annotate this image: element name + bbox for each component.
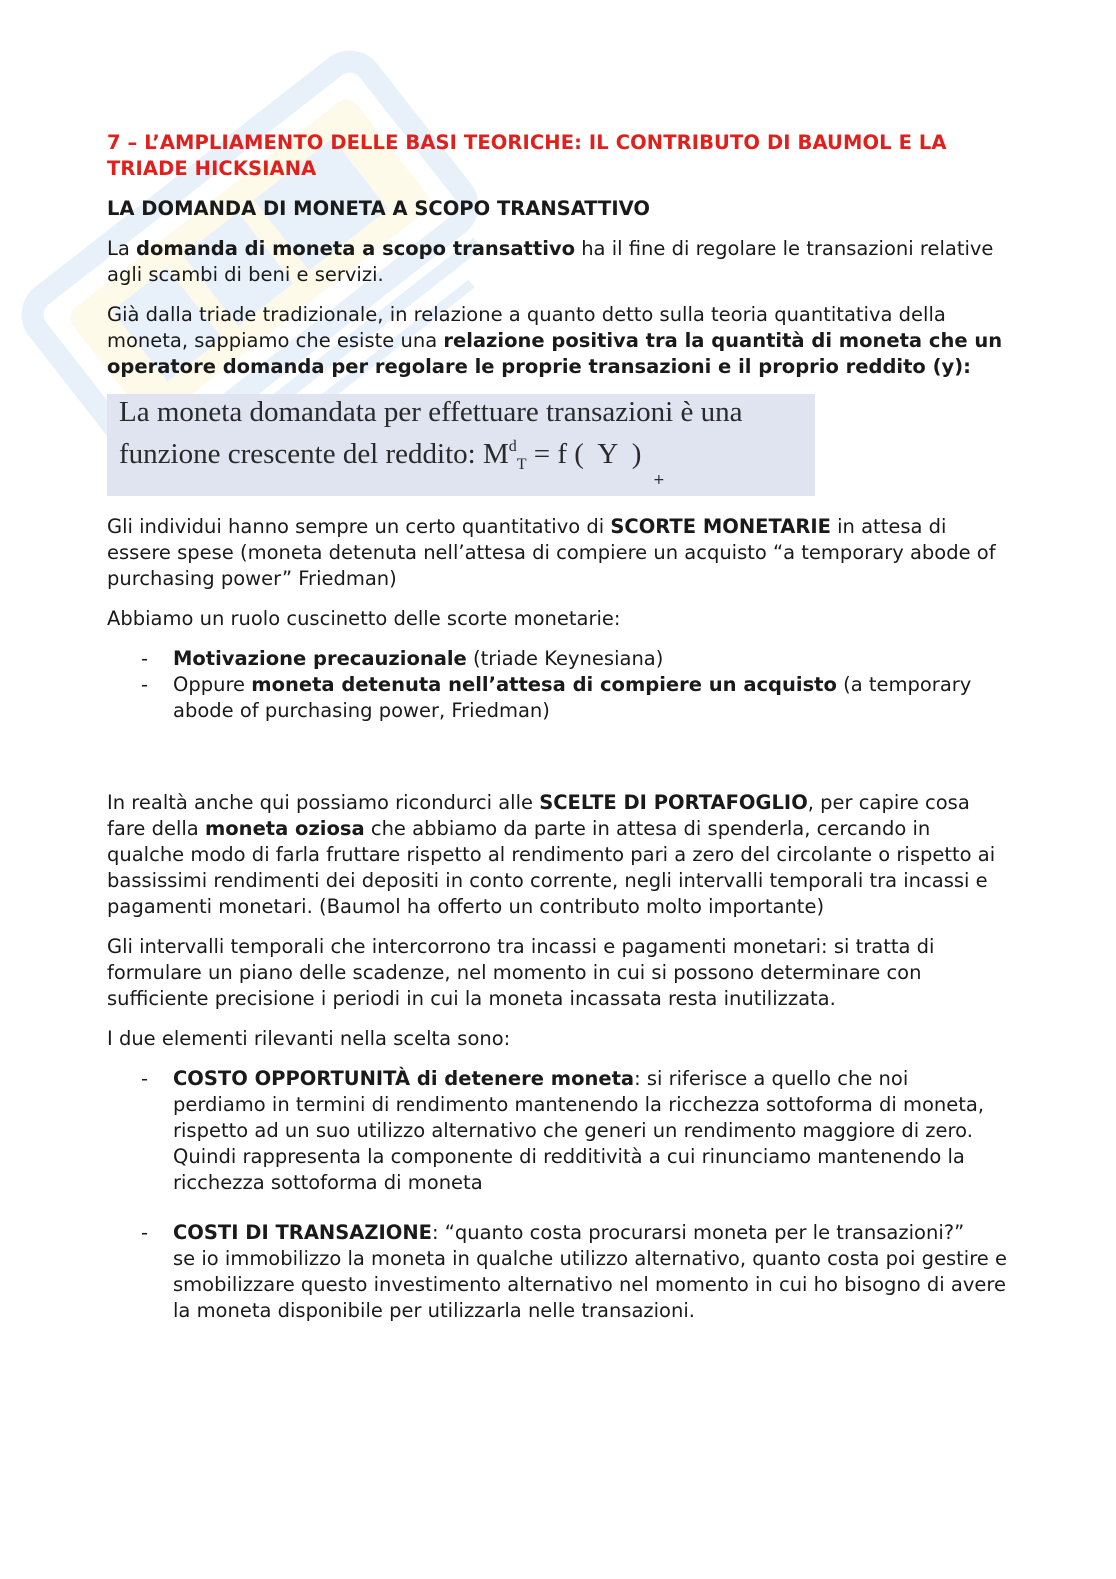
list-elementi [107, 1066, 1007, 1324]
bold-term: COSTI DI TRANSAZIONE [173, 1221, 432, 1244]
list-item [107, 1220, 1007, 1324]
dash-bullet: - [141, 1221, 149, 1244]
list-item [107, 646, 1007, 672]
bold-term: Motivazione precauzionale [173, 647, 467, 670]
list-motivazioni [107, 646, 1007, 724]
formula-line-1: La moneta domandata per effettuare transazioni è una [119, 396, 743, 428]
text: Già dalla triade tradizionale, in relazione a quanto detto sulla teoria quantitativa della moneta, sappiamo che esiste una [107, 303, 946, 352]
dash-bullet: - [141, 647, 149, 670]
bold-term: moneta oziosa [204, 817, 365, 840]
paragraph-definition [107, 236, 1007, 288]
paragraph-portafoglio [107, 790, 1007, 920]
bold-term: SCELTE DI PORTAFOGLIO [539, 791, 808, 814]
text: : “quanto costa procurarsi moneta per le transazioni?” [431, 1221, 965, 1244]
paragraph-elementi: I due elementi rilevanti nella scelta sono: [107, 1027, 511, 1050]
bold-term: SCORTE MONETARIE [610, 515, 831, 538]
formula-superscript: d [508, 438, 517, 455]
text: (a temporary abode of purchasing power, Friedman) [173, 673, 972, 722]
text: ha il fine di regolare le transazioni relative agli scambi di beni e servizi. [107, 237, 994, 286]
spacer [107, 738, 1007, 790]
text: (triade Keynesiana) [466, 647, 664, 670]
chapter-heading: 7 – L’AMPLIAMENTO DELLE BASI TEORICHE: IL CONTRIBUTO DI BAUMOL E LA TRIADE HICKSIANA [107, 131, 947, 180]
text: Gli individui hanno sempre un certo quantitativo di [107, 515, 611, 538]
text: in attesa di essere spese (moneta detenuta nell’attesa di compiere un acquisto “a temporary abode of purchasing power” Friedman) [107, 515, 996, 590]
formula-sign: + [653, 472, 665, 488]
formula-subscript: T [516, 456, 527, 473]
text: Oppure [173, 673, 252, 696]
formula-box [107, 394, 815, 496]
paragraph-scorte [107, 514, 1007, 592]
dash-bullet: - [141, 673, 149, 696]
list-item [107, 672, 1007, 724]
paragraph-relation [107, 302, 1007, 380]
formula-line-2 [119, 434, 641, 474]
formula-function: = f ( Y ) [526, 438, 642, 470]
section-heading: LA DOMANDA DI MONETA A SCOPO TRANSATTIVO [107, 197, 650, 220]
list-item [107, 1066, 1007, 1196]
bold-term: moneta detenuta nell’attesa di compiere un acquisto [251, 673, 837, 696]
bold-term: domanda di moneta a scopo transattivo [136, 237, 575, 260]
paragraph-cuscinetto: Abbiamo un ruolo cuscinetto delle scorte monetarie: [107, 607, 621, 630]
text: La [107, 237, 137, 260]
bold-term: COSTO OPPORTUNITÀ di detenere moneta [173, 1067, 635, 1090]
text: In realtà anche qui possiamo ricondurci alle [107, 791, 540, 814]
text: , per capire cosa fare della [107, 791, 970, 840]
dash-bullet: - [141, 1067, 149, 1090]
text: : si riferisce a quello che noi perdiamo in termini di rendimento mantenendo la ricchezza sottoforma di moneta, rispetto ad un suo utilizzo alternativo che generi un rendimento maggiore di zero. [173, 1067, 985, 1142]
bold-term: relazione positiva tra la quantità di moneta che un operatore domanda per regolare le proprie transazioni e il proprio reddito (y): [107, 329, 1003, 378]
list-gap [107, 1196, 1007, 1220]
formula-text: funzione crescente del reddito: M [119, 438, 509, 470]
document-page [107, 130, 1007, 1338]
text: Quindi rappresenta la componente di redditività a cui rinunciamo mantenendo la ricchezza sottoforma di moneta [173, 1145, 965, 1194]
text: che abbiamo da parte in attesa di spenderla, cercando in qualche modo di farla fruttare rispetto al rendimento pari a zero del circolante o rispetto ai bassissimi rendimenti dei depositi in conto corrente, negli intervalli temporali tra incassi e pagamenti monetari. (Baumol ha offerto un contributo molto importante) [107, 817, 996, 918]
paragraph-intervalli: Gli intervalli temporali che intercorrono tra incassi e pagamenti monetari: si tratta di formulare un piano delle scadenze, nel momento in cui si possono determinare con sufficiente precisione i periodi in cui la moneta incassata resta inutilizzata. [107, 935, 935, 1010]
text: se io immobilizzo la moneta in qualche utilizzo alternativo, quanto costa poi gestire e smobilizzare questo investimento alternativo nel momento in cui ho bisogno di avere la moneta disponibile per utilizzarla nelle transazioni. [173, 1247, 1007, 1322]
